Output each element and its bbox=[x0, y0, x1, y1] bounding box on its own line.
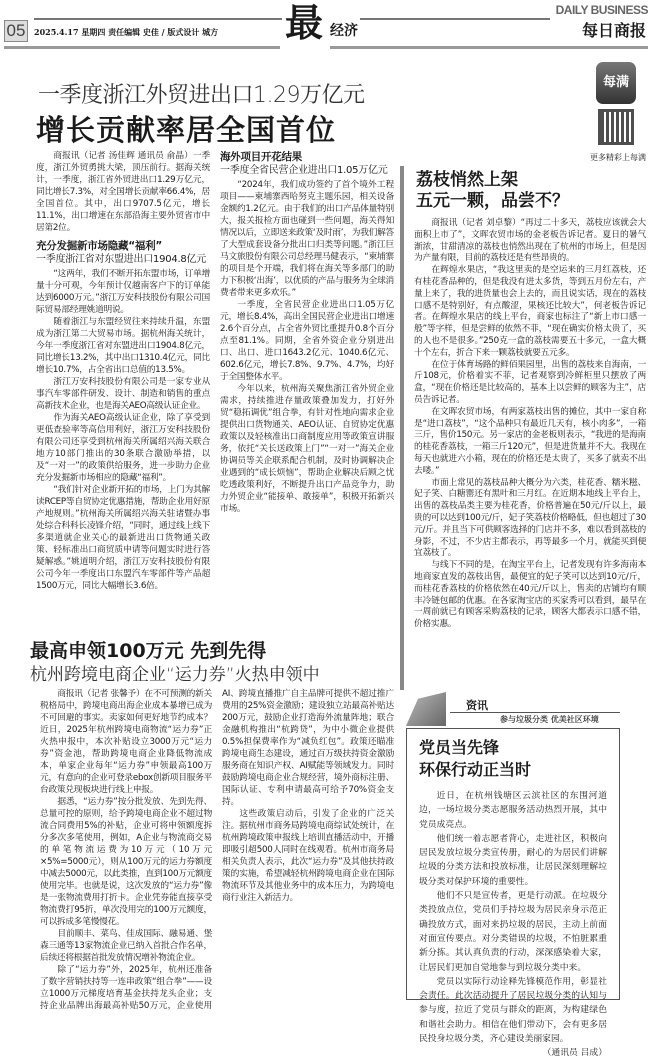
paragraph: 商报讯（记者 张馨予）在不可预测的新关税格局中，跨境电商出海企业成本暴增已成为不可回避的事实。卖家如何更好地节约成本？近日，2025年杭州跨境电商物流“运力券”正火热申报中，本次补贴设立3000万元“运力券”资金池，帮助跨境电商企业降低物流成本，单家企业每年“运力券”申领最高100万元，有意向的企业可登录ebox创新项目服务平台政策兑现板块进行线上申报。 bbox=[40, 689, 212, 795]
paragraph: “我们针对企业新开拓的市场，上门为其解读RCEP等自贸协定优惠措施，帮助企业用好原产地规则。”杭州海关所属绍兴海关驻诸暨办事处综合科科长凌锋介绍，“同时，通过线上线下多渠道就企业关心的最新进出口货物通关政策、轻标准出口商贸质申请等问题实时进行答疑解惑。”姚道明介绍，浙江万安科技股份有限公司今年一季度出口东盟汽车零部件等产品超1500万元，同比大幅增长3.6倍。 bbox=[36, 485, 210, 591]
paragraph: 在辉煌水果店，“我这里卖的是空运来的三月红荔枝，还有桂花香品种的，但是我没有进太多货，等到五月份左右，产量上来了，我的进货量也会上去的，而且说实话，现在的荔枝口感不是特别好，有点酸涩，果核还比较大”，何老板告诉记者。在辉煌水果店的线上平台，商家也标注了“新上市口感一般”等字样，但是尝鲜的依然不菲，“现在确实价格太贵了，买的人也不是很多。”250克一盒的荔枝需要五十多元，一盒大概十个左右，折合下来一颗荔枝就要五元多。 bbox=[414, 265, 646, 358]
header-rule bbox=[360, 18, 550, 20]
article1-title: 增长贡献率居全国首位 bbox=[36, 113, 337, 147]
paragraph: 随着浙江与东盟经贸往来持续升温，东盟成为浙江第二大贸易市场。据杭州海关统计，今年一季度浙江省对东盟进出口1904.8亿元，同比增长13.2%，其中出口1310.4亿元，同比增长10.7%，占全省出口总值的13.5%。 bbox=[36, 317, 210, 375]
paragraph: 在位于体育场路的鲜佰果园里，出售的荔枝来自海南，一斤108元，价格着实不菲，记者观察到冷鲜柜里只摆放了两盒，“现在价格还是比较高的，基本上以尝鲜的顾客为主”，店员告诉记者。 bbox=[414, 359, 646, 405]
paragraph: 除了“运力券”外，2025年，杭州还准备了数字营销扶持等一连串政策“组合拳”——设立1000万元梯度培育基金扶持龙头企业；支持企业品牌出海最高补贴50万元，企业使用AI、跨境直播推广自主品牌可提供不超过推广费用的25%资金激励；建设独立站最高补贴达200万元，鼓励企业打造海外流量阵地；联合金融机构推出“杭跨贷”，为中小微企业提供0.5%担保费率作为“减负红包”。政策还瞄准跨境电商生态建设，通过百万级扶持资金激励服务商在知识产权、AI赋能等领域发力。同时鼓励跨境电商企业合规经营，境外商标注册、国际认证、专利申请最高可给予70%资金支持。 bbox=[40, 689, 394, 1011]
paragraph: 据悉，“运力券”按分批发放、先到先得、总量可控的原则，给予跨境电商企业不超过物流合同费用5%的补贴，企业可将申领额度拆分多次多笔使用，例如，A企业与物流商交易的单笔物流运费为10万元（10万元×5%=5000元），则从100万元的运力券额度中减去5000元，以此类推，直到100万元额度使用完毕。也就是说，这次发放的“运力券”像是一张物流费用打折卡。企业凭券能直接享受物流费打95折，单次没用完的100万元额度，可以拆成多笔慢慢花。 bbox=[40, 797, 212, 927]
paragraph: 浙江万安科技股份有限公司是一家专业从事汽车零部件研发、设计、制造和销售的重点高新技术企业，也是海关AEO高级认证企业。 bbox=[36, 377, 210, 411]
news-box bbox=[406, 728, 620, 1059]
header-rule bbox=[330, 46, 648, 49]
byline: （通讯员 吕成） bbox=[542, 1048, 607, 1059]
paragraph: 目前顺丰、菜鸟、佳成国际、融易通、堡森三通等13家物流企业已纳入首批合作名单，后续还将根据首批发放情况增补物流企业。 bbox=[40, 929, 212, 963]
paragraph: 今年以来，杭州海关聚焦浙江省外贸企业需求，持续推进存量政策叠加发力，打好外贸“稳拓调优”组合拳，有针对性地向需求企业提供出口货物通关、AEO认证、自贸协定优惠政策以及轻核准出口商制度应用等政策宣讲服务，依托“关长送政策上门”“一对一”海关企业协调员等关企联系配合机制，及时协调解决企业遇到的“成长烦恼”，帮助企业解决后顾之忧吃透政策利好，不断提升出口产品竞争力，助力外贸企业“能接单、敢接单”，积极开拓新兴市场。 bbox=[220, 384, 394, 514]
paragraph: 在文晖农贸市场，有两家荔枝出售的摊位，其中一家自称是“进口荔枝”，“这个品种只有最近几天有，核小肉多”，一箱三斤，售价150元。另一家店的金老板则表示，“我进的是海南的桂花香荔枝，一箱三斤120元”，但是进货量并不大。我现在每天也就进六小箱，现在的价格还是太贵了，买多了就卖不出去喽。” bbox=[414, 406, 646, 476]
subheading: 海外项目开花结果 bbox=[220, 151, 302, 163]
header-rule bbox=[4, 46, 280, 49]
paragraph: 他们不只是宣传者，更是行动派。在垃圾分类投放点位，党员们手持垃圾为居民亲身示范正确投放方式，面对来扔垃圾的居民，主动上前面对面宣传要点。对分类错误的垃圾，不怕脏累重新分拣。其认真负责的行动，深深感染着大家，让居民们更加自觉地参与到垃圾分类中来。 bbox=[419, 891, 607, 973]
paragraph: 他们统一着志愿者背心，走进社区，积极向居民发放垃圾分类宣传册，耐心的为居民们讲解垃圾的分类方法和投放标准，让居民深刻理解垃圾分类对保护环境的重要性。 bbox=[419, 833, 607, 887]
dateline: 2025.4.17 星期四 责任编辑 史佳 / 版式设计 城方 bbox=[34, 27, 219, 37]
article3-body bbox=[40, 688, 394, 1022]
article2-title: 荔枝悄然上架 bbox=[416, 170, 518, 190]
subheading: 一季度浙江省对东盟进出口1904.8亿元 bbox=[36, 254, 206, 265]
brand-cn: 每日商报 bbox=[581, 21, 646, 40]
paragraph: 作为海关AEO高级认证企业，除了享受到更低查验率等高信用利好，浙江万安科技股份有限公司还享受到杭州海关所属绍兴海关联合地方10部门推出的30条联合激励举措，以及“一对一”的政策供给服务，进一步助力企业充分发掘新市场相应的隐藏“福利”。 bbox=[36, 413, 210, 483]
article1-body bbox=[36, 150, 394, 632]
section-mark: 最 bbox=[285, 0, 324, 45]
paragraph: 商报讯（记者 汤佳辉 通讯员 俞晶）一季度，浙江外贸勇挑大梁，顶压前行。据海关统计，一季度，浙江省外贸进出口1.29万亿元，同比增长7.3%，对全国增长贡献率66.4%，居全国首位。其中，出口9707.5亿元，增长11.1%，出口增速在东部沿海主要外贸省市中居第2位。 bbox=[36, 151, 210, 233]
news-title: 党员当先锋 bbox=[419, 738, 500, 757]
article1-subtitle: 一季度浙江外贸进出口1.29万亿元 bbox=[38, 83, 365, 108]
header-rule bbox=[34, 18, 282, 20]
paragraph: 这些政策启动后，引发了企业的广泛关注。据杭州市商务局跨境电商综试处统计，在杭州跨境政策申报线上培训直播活动中，开播即吸引超500人同时在线观看。杭州市商务局相关负责人表示，此次“运力券”及其他扶持政策的实施，希望减轻杭州跨境电商企业在国际物流环节及其他业务中的成本压力，为跨境电商行业注入新活力。 bbox=[222, 809, 394, 903]
section-name: 经济 bbox=[330, 23, 358, 39]
article3-subtitle: 杭州跨境电商企业“运力券”火热申领中 bbox=[30, 665, 320, 685]
news-tagline: 参与垃圾分类 优美社区环境 bbox=[500, 715, 599, 724]
lychee-article bbox=[400, 166, 648, 690]
paragraph: 一季度，全省民营企业进出口1.05万亿元，增长8.4%，高出全国民营企业进出口增速2.6个百分点，占全省外贸比重提升0.8个百分点至81.1%。同期，全省外资企业分别进出口、出口、进口1643.2亿元、1040.6亿元、602.6亿元，增长7.8%、9.7%、4.7%，均好于全国整体水平。 bbox=[220, 300, 394, 382]
paragraph: 与线下不同的是，在淘宝平台上，记者发现有许多海南本地商家直发的荔枝出售，最便宜的妃子笑可以达到10元/斤，而桂花香荔枝的价格依然在40元/斤以上，售卖的店铺均有顺丰冷链包邮的优惠。在各家淘宝店的买家秀可以看到，最早在一周前就已有顾客采购荔枝的记录，顾客大都表示口感不错，价格实惠。 bbox=[414, 560, 646, 630]
news-illustration-icon bbox=[406, 692, 446, 726]
news-title-2: 环保行动正当时 bbox=[419, 760, 532, 779]
subheading: 一季度全省民营企业进出口1.05万亿元 bbox=[220, 165, 388, 176]
divider bbox=[450, 712, 620, 713]
paragraph: “2024年，我们成功签约了首个境外工程项目——柬埔寨西哈努克主题乐园，相关设备金额约1.2亿元。由于我们的出口产品体量特别大，报关报检方面也碰到一些问题，海关得知情况以后，立即送来政策‘及时雨’，为我们解答了大型成套设备分批出口归类等问题。”浙江巨马文旅股份有限公司总经理马健表示，“柬埔寨的项目是个开端，我们将在海关等多部门的助力下积极‘出海’，以优质的产品与服务为全球消费者带来更多欢乐。” bbox=[220, 180, 394, 298]
qr-caption: 更多精彩上每满 bbox=[590, 153, 646, 162]
subheading: 充分发掘新市场隐藏“福利” bbox=[36, 240, 163, 252]
app-logo-icon: 每满 bbox=[596, 62, 636, 104]
brand-en: DAILY BUSINESS bbox=[555, 3, 648, 17]
paragraph: “这两年，我们不断开拓东盟市场，订单增量十分可观，今年预计仅越南客户下的订单能达到6000万元。”浙江万安科技股份有限公司国际贸易部经理姚道明说。 bbox=[36, 269, 210, 315]
news-label: 资讯 bbox=[466, 699, 488, 712]
paragraph: 商报讯（记者 刘卓黎）“再过二十多天，荔枝应该就会大面积上市了”，文晖农贸市场的金老板告诉记者。夏日的暑气渐浓，甘甜清凉的荔枝也悄然出现在了杭州的市场上，但是因为产量有限，目前的荔枝还是有些昂贵的。 bbox=[414, 218, 646, 264]
article2-title-2: 五元一颗，品尝不？ bbox=[416, 191, 569, 211]
article3-title: 最高申领100万元 先到先得 bbox=[30, 640, 267, 662]
qr-code-icon bbox=[598, 109, 634, 145]
paragraph: 党员以实际行动诠释先锋模范作用，彰显社会责任。此次活动提升了居民垃圾分类的认知与参与度，拉近了党员与群众的距离，为构建绿色和谐社会助力。相信在他们带动下，会有更多居民投身垃圾分类，齐心建设美丽家园。 bbox=[419, 976, 607, 1045]
paragraph: 市面上常见的荔枝品种大概分为六类，桂花香、糯米糍、妃子笑、白糖罂还有黑叶和三月红。在近期本地线上平台上，出售的荔枝品类主要为桂花香，价格普遍在50元/斤以上，最贵的可以达到100元/斤，妃子笑荔枝价格略低，但也超过了30元/斤。并且当下可供顾客选择的门店并不多，难以看到荔枝的身影，不过，不少店主都表示，再等最多一个月，就能买到便宜荔枝了。 bbox=[414, 477, 646, 559]
page-number: 05 bbox=[4, 20, 28, 42]
paragraph: 近日，在杭州钱塘区云滨社区的东围河道边，一场垃圾分类志愿服务活动热烈开展，其中党员成亮点。 bbox=[419, 791, 607, 830]
